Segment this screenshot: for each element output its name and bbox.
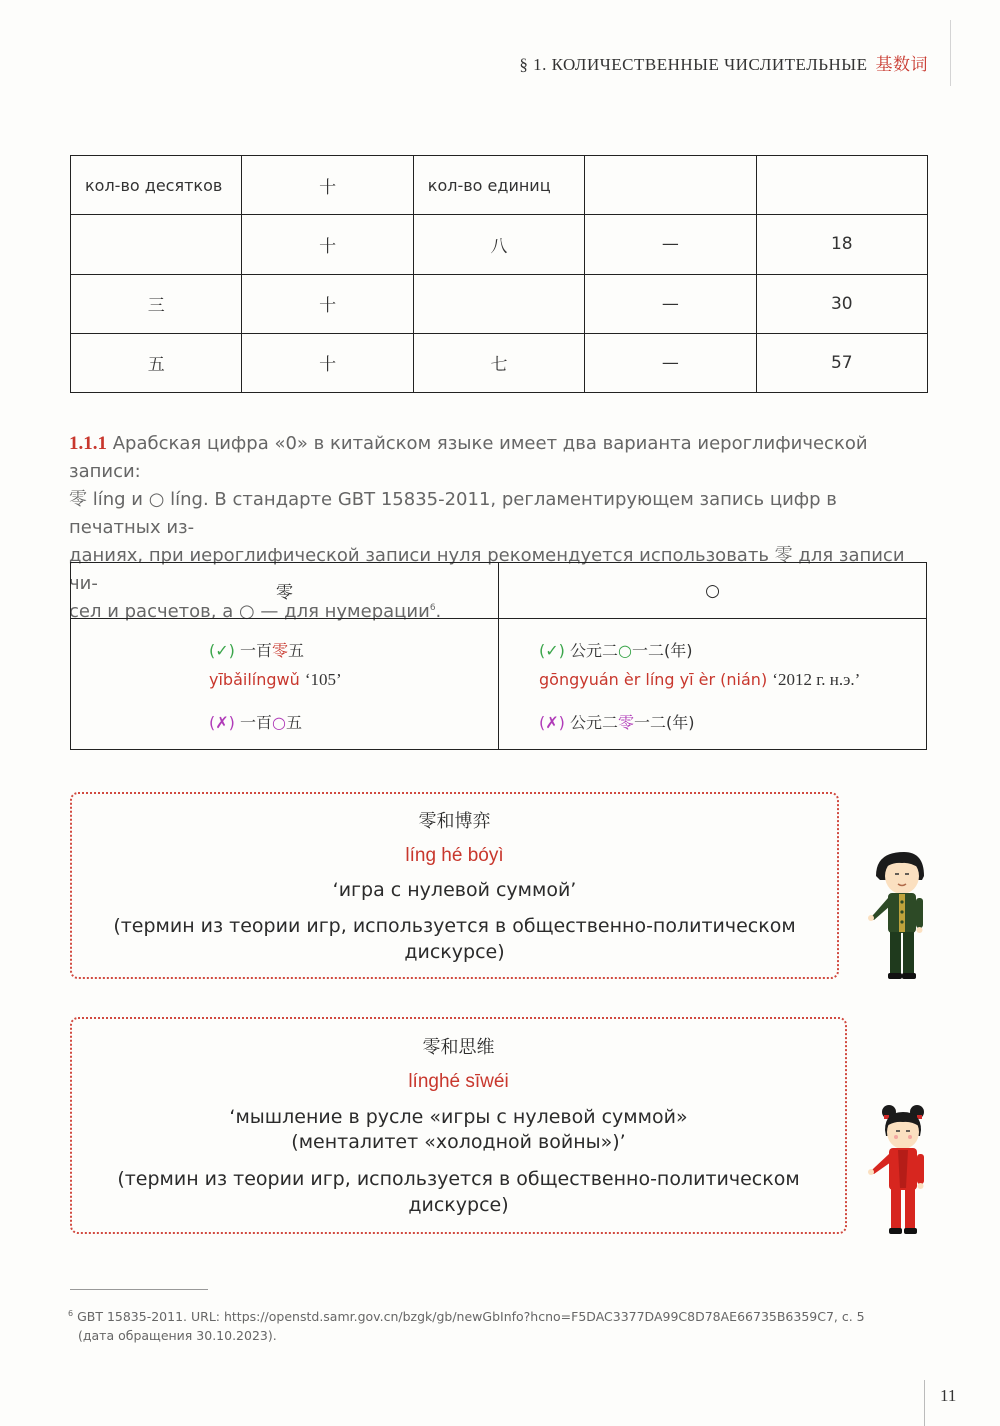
meaning-text: ‘105’ bbox=[304, 670, 342, 689]
table-header-row bbox=[71, 563, 927, 619]
example-chars: 一百 bbox=[239, 641, 272, 660]
note-line: дискурсе) bbox=[408, 1194, 509, 1216]
example-chars: 一二(年) bbox=[631, 641, 693, 660]
vocab-pinyin: línghé sīwéi bbox=[408, 1071, 509, 1092]
page-number-divider bbox=[924, 1380, 925, 1426]
example-cell-circle bbox=[499, 619, 927, 750]
paragraph-line: даниях, при иероглифической записи нуля рекомендуется использовать 零 для записи чи- bbox=[69, 545, 905, 594]
paragraph-line: 零 líng и ○ líng. В стандарте GBT 15835-2011, регламентирующем запись цифр в печатных из- bbox=[69, 489, 837, 538]
highlighted-char: 零 bbox=[618, 713, 635, 732]
table-cell: 18 bbox=[756, 215, 927, 274]
header-section-title: § 1. КОЛИЧЕСТВЕННЫЕ ЧИСЛИТЕЛЬНЫЕ bbox=[519, 55, 868, 74]
highlighted-char: ○ bbox=[272, 713, 286, 732]
table-row bbox=[71, 274, 928, 333]
page-number: 11 bbox=[940, 1386, 957, 1405]
table-cell: 57 bbox=[756, 333, 927, 392]
table-cell: 十 bbox=[242, 156, 413, 215]
vocab-translation: ‘игра с нулевой суммой’ bbox=[332, 879, 577, 901]
vocab-translation bbox=[72, 1105, 845, 1155]
vocab-note bbox=[72, 913, 837, 965]
table-cell bbox=[585, 156, 756, 215]
table-cell: 十 bbox=[242, 333, 413, 392]
example-cell-ling bbox=[71, 619, 499, 750]
table-cell: 五 bbox=[71, 333, 242, 392]
check-mark-icon: (✓) bbox=[209, 641, 235, 660]
incorrect-example bbox=[539, 708, 926, 737]
translation-line: ‘мышление в русле «игры с нулевой суммой» bbox=[229, 1106, 688, 1128]
correct-example bbox=[209, 636, 498, 665]
note-line: (термин из теории игр, используется в общественно-политическом bbox=[113, 915, 796, 937]
example-chars: 五 bbox=[285, 713, 302, 732]
table-cell: 七 bbox=[413, 333, 584, 392]
running-header bbox=[519, 50, 928, 75]
footnote-reference[interactable]: 6 bbox=[429, 603, 436, 613]
meaning-text: ‘2012 г. н.э.’ bbox=[772, 670, 861, 689]
cross-mark-icon: (✗) bbox=[539, 713, 565, 732]
header-circle-zero: ○ bbox=[499, 563, 927, 619]
table-row bbox=[71, 215, 928, 274]
vocab-chinese: 零和博弈 bbox=[418, 811, 491, 832]
pinyin-text: gōngyuán èr líng yī èr (nián) bbox=[539, 670, 768, 689]
table-cell: 三 bbox=[71, 274, 242, 333]
footnote-divider bbox=[70, 1289, 208, 1290]
example-chars: 公元二 bbox=[569, 641, 618, 660]
vocab-box-zero-sum-thinking bbox=[70, 1017, 847, 1234]
table-cell bbox=[71, 215, 242, 274]
number-composition-table bbox=[70, 155, 928, 393]
highlighted-char: 零 bbox=[272, 641, 289, 660]
table-row bbox=[71, 333, 928, 392]
footnote-line: (дата обращения 30.10.2023). bbox=[78, 1328, 277, 1343]
paragraph-line: сел и расчетов, а ○ — для нумерации bbox=[69, 601, 430, 622]
table-cell: 八 bbox=[413, 215, 584, 274]
boy-illustration-icon bbox=[866, 846, 930, 980]
table-cell: 十 bbox=[242, 215, 413, 274]
paragraph-end: . bbox=[435, 601, 442, 622]
pinyin-line bbox=[539, 665, 926, 694]
table-cell bbox=[756, 156, 927, 215]
table-cell: — bbox=[585, 215, 756, 274]
incorrect-example bbox=[209, 708, 498, 737]
pinyin-line bbox=[209, 665, 498, 694]
highlighted-char: ○ bbox=[618, 641, 632, 660]
table-cell: 30 bbox=[756, 274, 927, 333]
paragraph-number: 1.1.1 bbox=[69, 433, 107, 454]
footnote bbox=[68, 1307, 948, 1345]
table-row bbox=[71, 619, 927, 750]
note-line: (термин из теории игр, используется в общественно-политическом bbox=[117, 1168, 800, 1190]
header-ling-character: 零 bbox=[71, 563, 499, 619]
correct-example bbox=[539, 636, 926, 665]
check-mark-icon: (✓) bbox=[539, 641, 565, 660]
table-cell: 十 bbox=[242, 274, 413, 333]
example-chars: 公元二 bbox=[569, 713, 618, 732]
table-cell bbox=[413, 274, 584, 333]
zero-usage-table bbox=[70, 562, 927, 750]
table-cell: — bbox=[585, 274, 756, 333]
footnote-number: 6 bbox=[68, 1308, 74, 1318]
example-chars: 五 bbox=[288, 641, 305, 660]
example-chars: 一二(年) bbox=[634, 713, 695, 732]
note-line: дискурсе) bbox=[404, 941, 505, 963]
footnote-line: GBT 15835-2011. URL: https://openstd.samr.gov.cn/bzgk/gb/newGbInfo?hcno=F5DAC3377DA99C8D78AE66735B6359C7, с. 5 bbox=[77, 1309, 865, 1324]
cross-mark-icon: (✗) bbox=[209, 713, 235, 732]
table-cell: — bbox=[585, 333, 756, 392]
translation-line: (менталитет «холодной войны»)’ bbox=[291, 1131, 626, 1153]
vocab-note bbox=[72, 1166, 845, 1218]
table-cell: кол-во десятков bbox=[71, 156, 242, 215]
table-cell: кол-во единиц bbox=[413, 156, 584, 215]
girl-illustration-icon bbox=[866, 1102, 930, 1236]
header-divider bbox=[950, 20, 951, 86]
pinyin-text: yībǎilíngwǔ bbox=[209, 670, 300, 689]
vocab-chinese: 零和思维 bbox=[422, 1037, 495, 1058]
paragraph-line: Арабская цифра «0» в китайском языке имеет два варианта иероглифической записи: bbox=[69, 433, 868, 482]
vocab-pinyin: líng hé bóyì bbox=[405, 845, 504, 866]
table-row bbox=[71, 156, 928, 215]
vocab-box-zero-sum-game bbox=[70, 792, 839, 979]
example-chars: 一百 bbox=[239, 713, 272, 732]
header-section-chinese: 基数词 bbox=[875, 55, 928, 74]
